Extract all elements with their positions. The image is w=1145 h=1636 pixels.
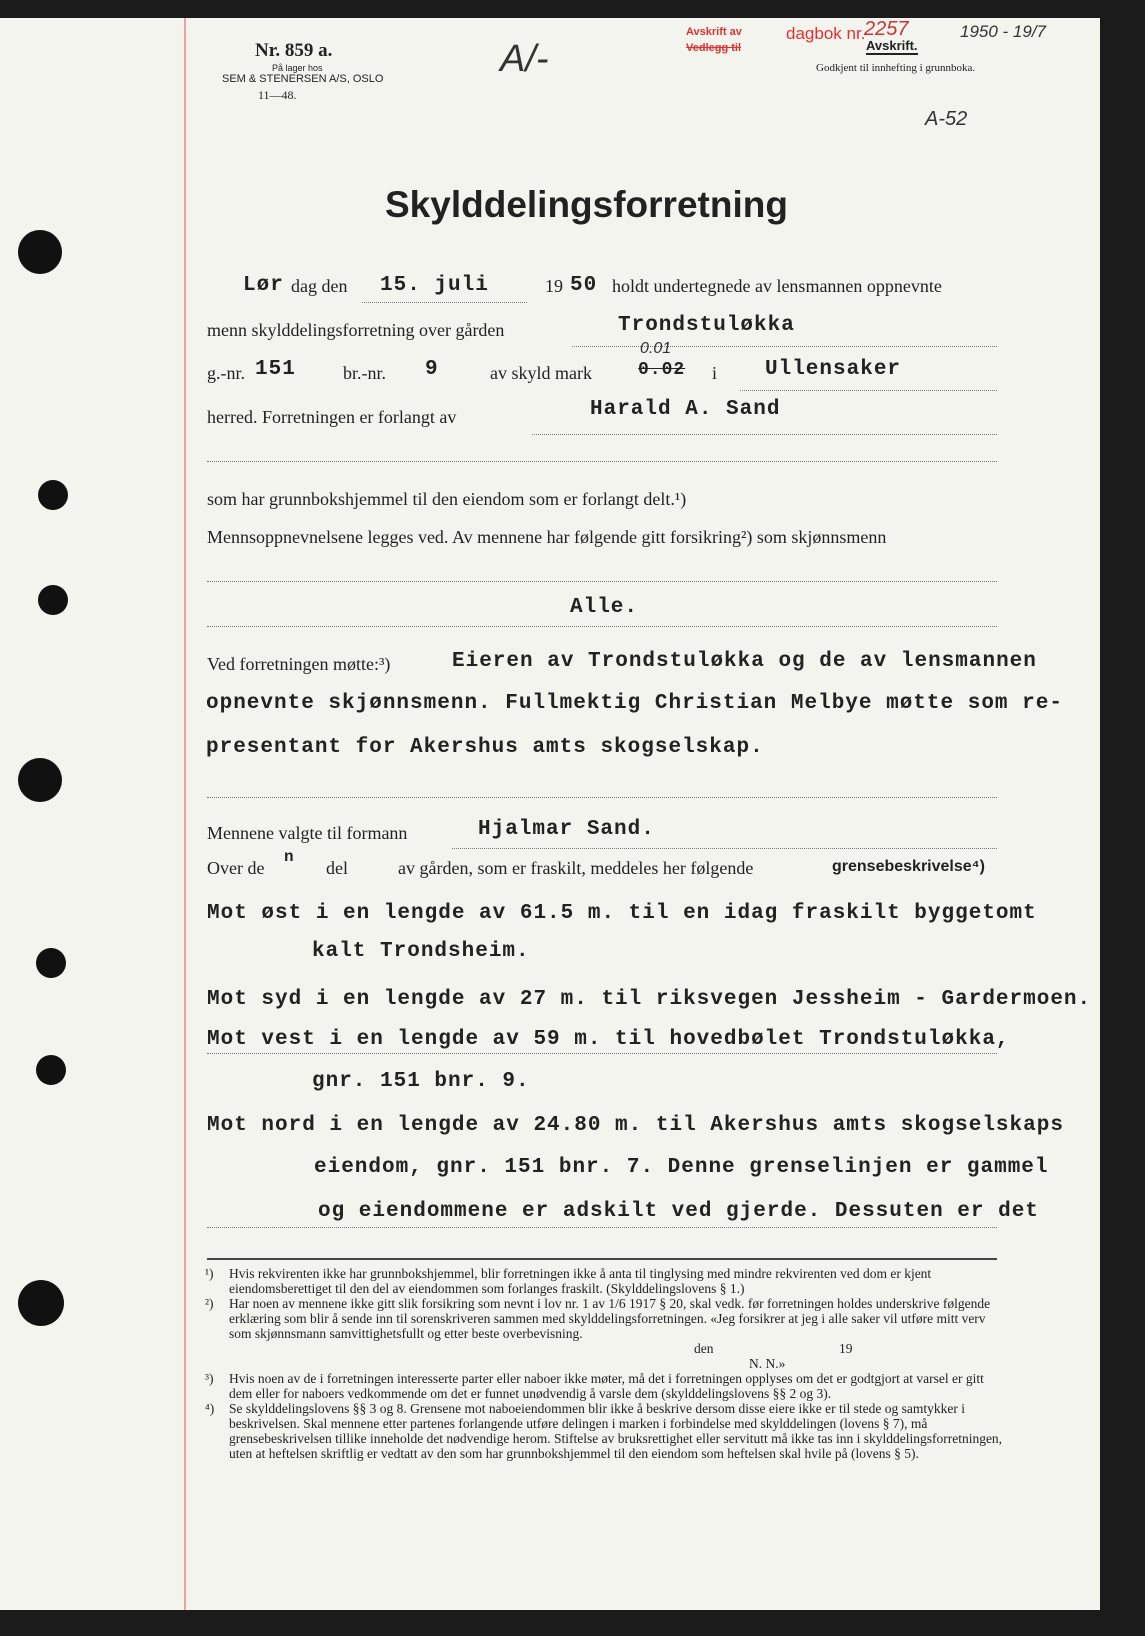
godkjent-text: Godkjent til innhefting i grunnboka. (816, 62, 976, 74)
label: Ved forretningen møtte:³) (207, 654, 391, 674)
footnote-divider (207, 1258, 997, 1260)
page-title: Skylddelingsforretning (385, 184, 788, 225)
part-suffix: n (284, 848, 295, 866)
avskrift-label: Avskrift. (866, 38, 918, 53)
text-line: som har grunnbokshjemmel til den eiendom som er forlangt delt.¹) (207, 489, 687, 509)
printer-name: SEM & STENERSEN A/S, OSLO (222, 73, 384, 85)
label: del (326, 858, 348, 878)
sworn-men: Alle. (570, 596, 639, 619)
punch-hole (18, 230, 62, 274)
footnote: ⁴) Se skylddelingslovens §§ 3 og 8. Grensene mot naboeiendommen blir ikke å beskrive dersom disse eiere ikke er til stede og samtykker i beskrivelsen. Skal mennene etter partenes forlangende utføre delingen i marken i forbindelse med skylddelingen (lovens § 7), må grensebeskrivelsen tillike inneholde det nødvendige herom. Stiftelse av bruksrettighet eller servitutt må ikke tas inn i skylddelingsforretningen, uten at heftelsen skriftlig er vedtatt av den som har grunnbokshjemmel til den eiendom som heftelsen skal hvile på (lovens § 5). (205, 1401, 1003, 1461)
label: 19 (545, 276, 563, 296)
stamp-dagbok: dagbok nr. (786, 24, 866, 43)
boundary-line: Mot øst i en lengde av 61.5 m. til en idag fraskilt byggetomt (207, 902, 1037, 925)
footnote: ²) Har noen av mennene ikke gitt slik forsikring som nevnt i lov nr. 1 av 1/6 1917 § 20, skal vedk. før forretningen holdes underskrive følgende erklæring som blir å sende inn til sorenskriveren sammen med skylddelingsforretningen. «Jeg forsikrer at jeg i alle saker vil utføre mitt verv som skjønnsmann samvittighetsfullt og etter beste overbevisning. den 19 N. N.» (205, 1296, 991, 1371)
boundary-line: kalt Trondsheim. (312, 940, 530, 963)
label: dag den (291, 276, 348, 296)
boundary-line: Mot syd i en lengde av 27 m. til riksvegen Jessheim - Gardermoen. (207, 988, 1092, 1011)
bnr-value: 9 (425, 358, 439, 381)
boundary-line: gnr. 151 bnr. 9. (312, 1070, 530, 1093)
attendees-text: Eieren av Trondstuløkka og de av lensmannen (452, 650, 1037, 673)
form-number: Nr. 859 a. (255, 40, 333, 61)
boundary-line: eiendom, gnr. 151 bnr. 7. Denne grenselinjen er gammel (314, 1156, 1049, 1179)
requester-name: Harald A. Sand (590, 398, 781, 421)
farm-name: Trondstuløkka (618, 314, 795, 337)
punch-hole (36, 1055, 66, 1085)
handwritten-mark: A/- (500, 38, 549, 80)
attendees-text: opnevnte skjønnsmenn. Fullmektig Christian Melbye møtte som re- (206, 692, 1063, 715)
boundary-line: og eiendommene er adskilt ved gjerde. Dessuten er det (318, 1200, 1039, 1223)
year-date: 1950 - 19/7 (960, 22, 1047, 41)
label: holdt undertegnede av lensmannen oppnevnte (612, 276, 942, 296)
herred-name: Ullensaker (765, 358, 902, 381)
label: g.-nr. (207, 363, 245, 383)
label: av gården, som er fraskilt, meddeles her følgende (398, 858, 754, 878)
dagbok-number: 2257 (864, 18, 909, 40)
chairman-name: Hjalmar Sand. (478, 818, 655, 841)
date-value: 15. juli (380, 274, 489, 297)
label: menn skylddelingsforretning over gården (207, 320, 505, 340)
punch-hole (18, 1280, 64, 1326)
label: Mennene valgte til formann (207, 823, 408, 843)
margin-line (184, 18, 186, 1610)
text-line: Mennsoppnevnelsene legges ved. Av mennene har følgende gitt forsikring²) som skjønnsmenn (207, 527, 887, 547)
punch-hole (18, 758, 62, 802)
footnote: ¹) Hvis rekvirenten ikke har grunnbokshjemmel, blir forretningen ikke å anta til tinglysing med mindre rekvirenten ved dom er kjent eiendomsberettiget til den del av eiendommen som forlanges fraskilt. (Skylddelingslovens § 1.) (205, 1266, 932, 1296)
punch-hole (38, 585, 68, 615)
label: herred. Forretningen er forlangt av (207, 407, 457, 427)
year-value: 50 (570, 274, 598, 297)
boundary-line: Mot vest i en lengde av 59 m. til hovedbølet Trondstuløkka, (207, 1028, 1010, 1051)
boundary-line: Mot nord i en lengde av 24.80 m. til Akershus amts skogselskaps (207, 1114, 1064, 1137)
attendees-text: presentant for Akershus amts skogselskap. (206, 736, 764, 759)
printer-date: 11—48. (258, 88, 297, 102)
punch-hole (36, 948, 66, 978)
day-value: Lør (243, 274, 284, 297)
label: Over de (207, 858, 265, 878)
gnr-value: 151 (255, 358, 296, 381)
stamp-vedlegg: Vedlegg til (686, 42, 742, 54)
reference-number: A-52 (925, 108, 968, 130)
skyld-new: 0.01 (640, 340, 672, 357)
label: br.-nr. (343, 363, 386, 383)
printer-line: På lager hos (272, 63, 323, 73)
footnotes (205, 1266, 1005, 1461)
document-page (0, 18, 1100, 1610)
label: i (712, 363, 718, 383)
footnote: ³) Hvis noen av de i forretningen interesserte parter eller naboer ikke møter, må det i forretningen opplyses om det er godtgjort at varsel er gitt dem eller for naboers vedkommende om det er funnet unødvendig å varsle dem (skylddelingslovens §§ 2 og 3). (205, 1371, 984, 1401)
label: av skyld mark (490, 363, 592, 383)
punch-hole (38, 480, 68, 510)
skyld-old: 0.02 (638, 360, 686, 380)
label: grensebeskrivelse⁴) (832, 858, 985, 875)
stamp-avskrift-av: Avskrift av (686, 26, 742, 38)
